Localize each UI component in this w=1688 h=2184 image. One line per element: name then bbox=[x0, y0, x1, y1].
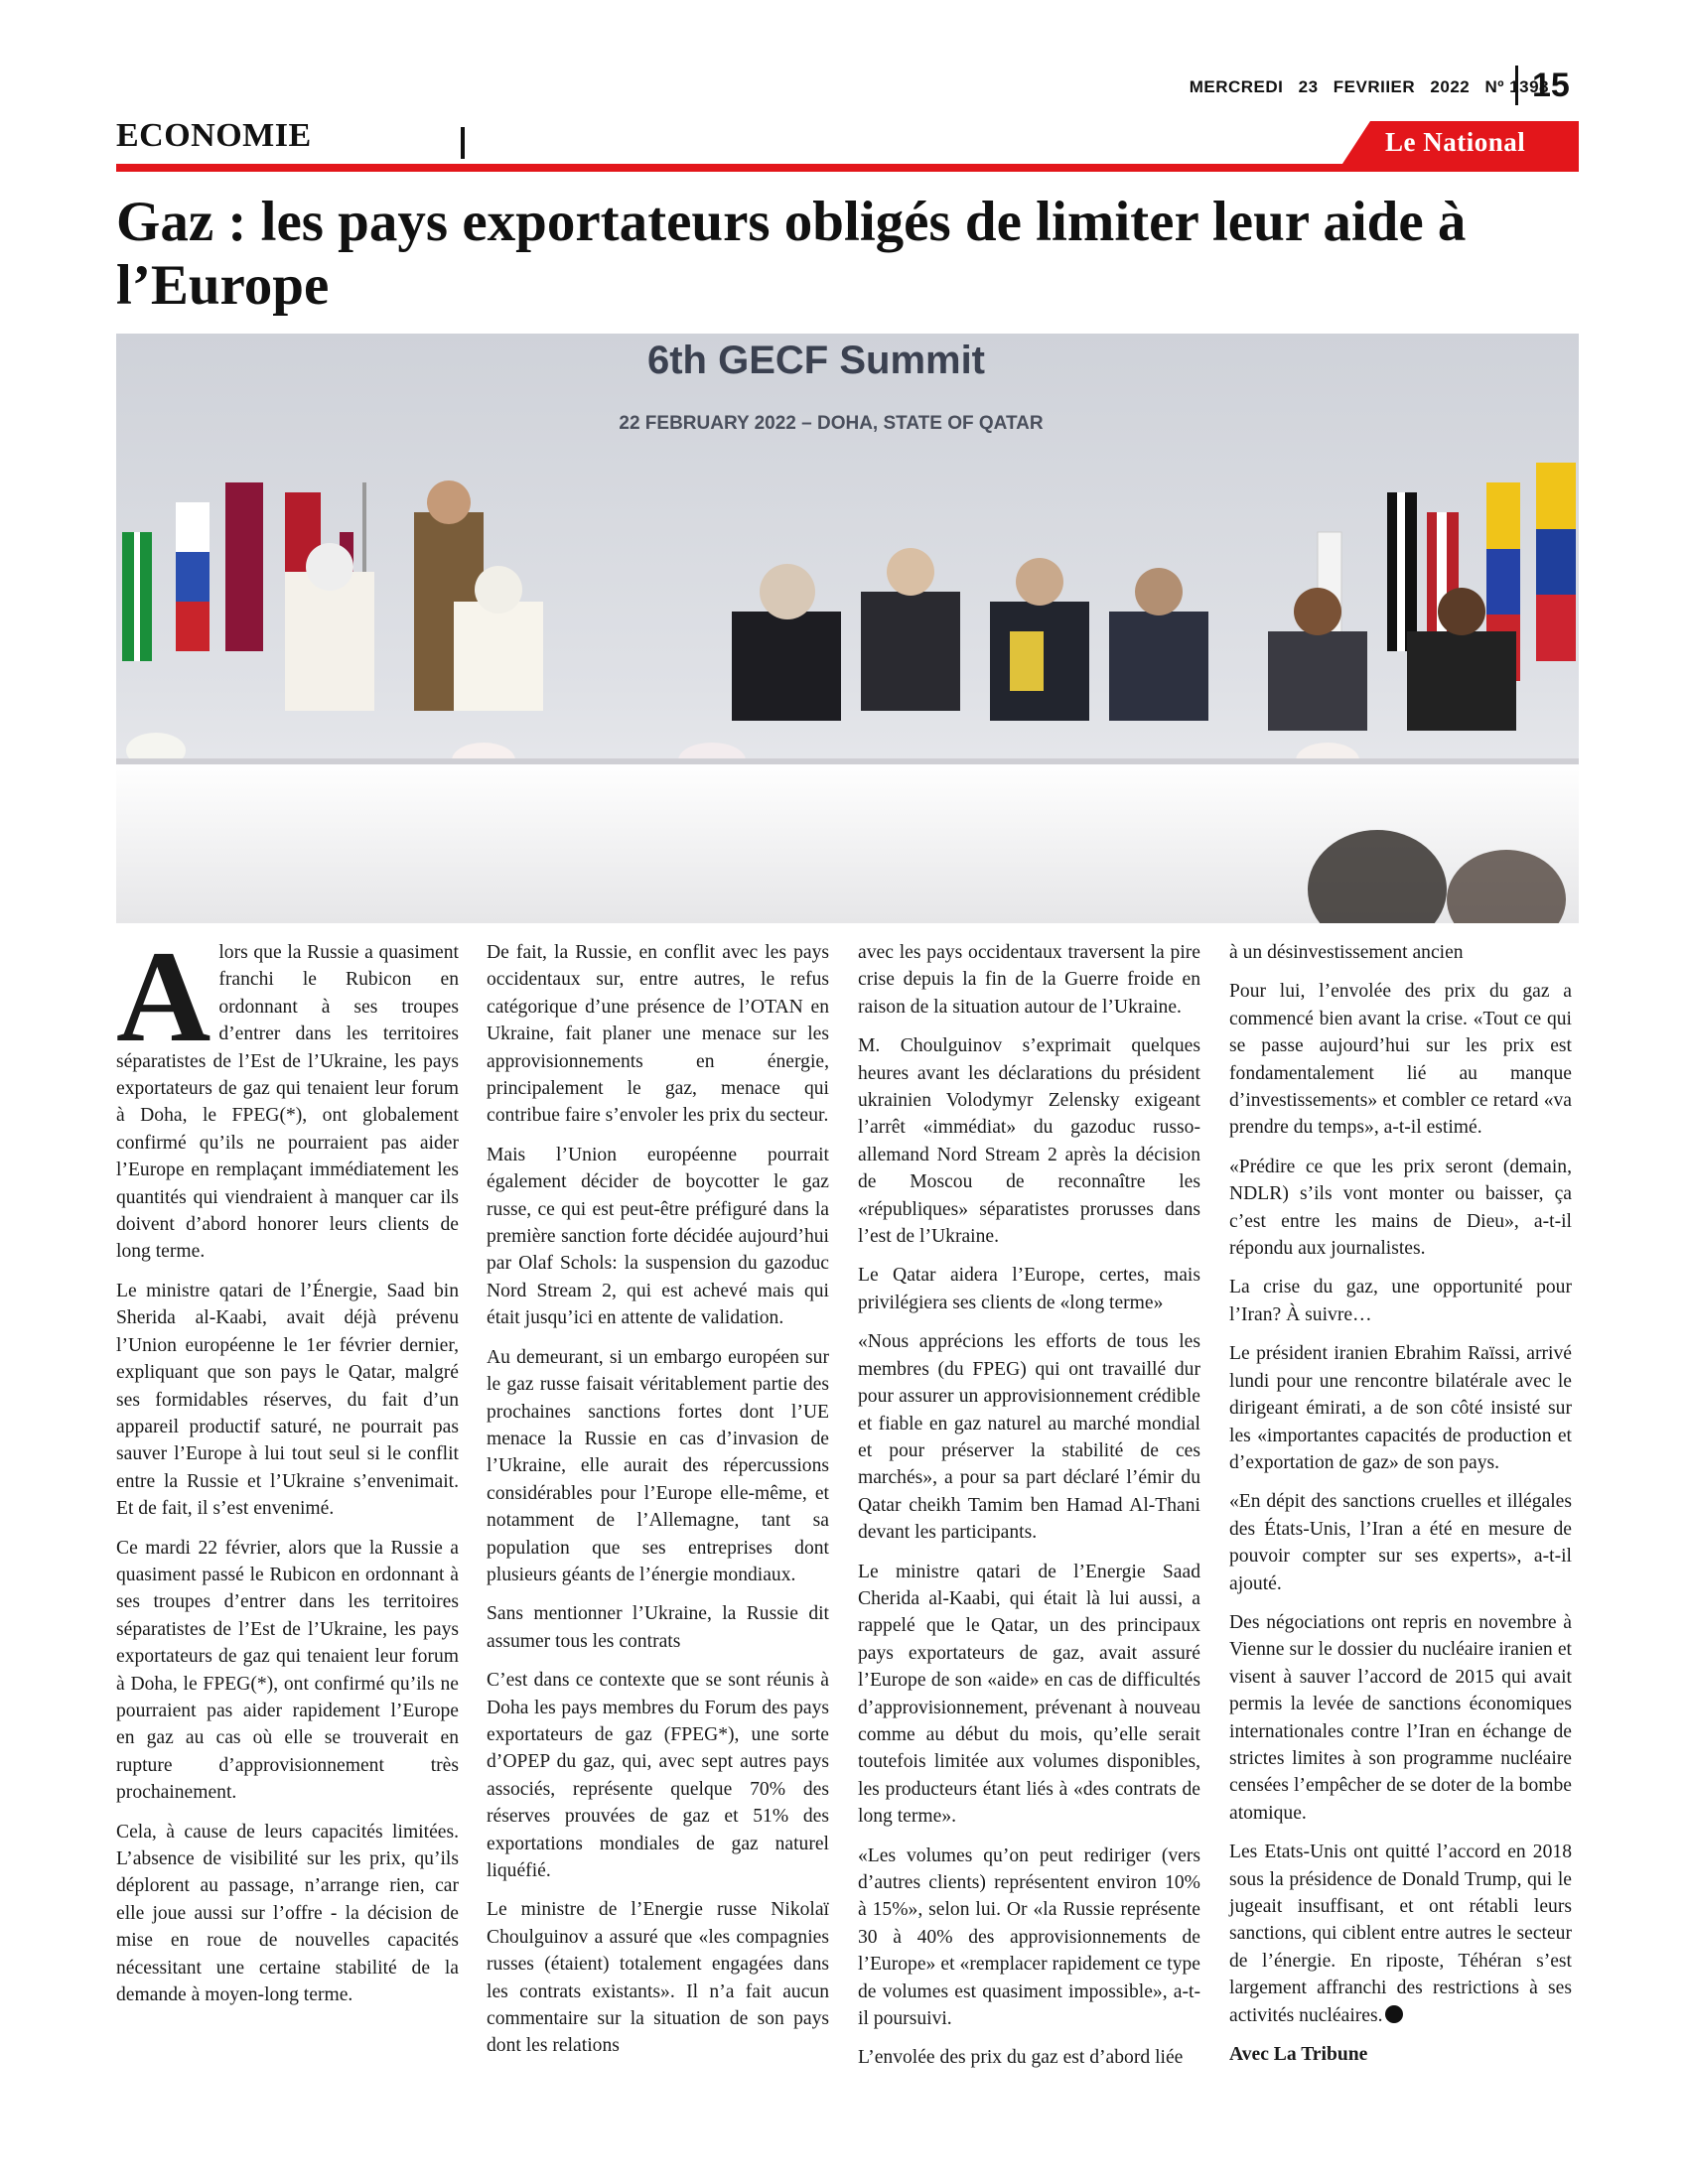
section-divider bbox=[461, 127, 465, 159]
article-paragraph: Le ministre qatari de l’Energie Saad Cherida al-Kaabi, qui était là lui aussi, a rappelé que le Qatar, un des principaux pays exportateurs de gaz, avait assuré l’Europe de son «aide» en cas de difficultés d’approvisionnement, prévenant à nouveau comme au début du mois, qu’elle serait toutefois limitée aux volumes disponibles, les producteurs étant liés à «des contrats de long terme». bbox=[858, 1561, 1200, 1828]
article-paragraph: Alors que la Russie a quasiment franchi le Rubicon en ordonnant à ses troupes d’entrer dans les territoires séparatistes de l’Est de l’Ukraine, les pays exportateurs de gaz qui tenaient leur forum à Doha, le FPEG(*), ont globalement confirmé qu’ils ne pourraient pas aider l’Europe en remplaçant immédiatement les quantités qui viendraient à manquer car ils doivent d’abord honorer leurs clients de long terme. bbox=[116, 923, 459, 1263]
issue-info bbox=[1180, 77, 1549, 97]
article-paragraph: M. Choulguinov s’exprimait quelques heures avant les déclarations du président ukrainien Volodymyr Zelensky exigeant l’arrêt «immédiat» du gazoduc russo-allemand Nord Stream 2 après la décision de Moscou de reconnaître les «républiques» séparatistes prorusses dans l’est de l’Ukraine. bbox=[858, 1035, 1200, 1248]
article-paragraph: Au demeurant, si un embargo européen sur le gaz russe faisait véritablement partie des prochaines sanctions fortes dont l’UE menace la Russie en cas d’invasion de l’Ukraine, elle aurait des répercussions considérables pour l’Europe elle-même, et notamment de l’Allemagne, tant sa population que ses entreprises dont plusieurs géants de l’énergie mondiaux. bbox=[487, 1346, 829, 1585]
article-paragraph: C’est dans ce contexte que se sont réunis à Doha les pays membres du Forum des pays exportateurs de gaz (FPEG*), une sorte d’OPEP du gaz, qui, avec sept autres pays associés, représente quelque 70% des réserves prouvées de gaz et 51% des exportations mondiales de gaz naturel liquéfié. bbox=[487, 1670, 829, 1881]
issue-date-num: 23 bbox=[1298, 77, 1319, 96]
page-number: 15 bbox=[1515, 66, 1570, 105]
article-paragraph: Pour lui, l’envolée des prix du gaz a commencé bien avant la crise. «Tout ce qui se passe aujourd’hui sur les prix est fondamentalement lié au manque d’investissements» et combler ce retard «va prendre du temps», a-t-il estimé. bbox=[1229, 981, 1572, 1139]
banner-subtitle: 22 FEBRUARY 2022 – DOHA, STATE OF QATAR bbox=[619, 413, 1044, 434]
banner-title: 6th GECF Summit bbox=[646, 339, 986, 382]
end-of-article-icon bbox=[1385, 2005, 1403, 2023]
article-paragraph: Mais l’Union européenne pourrait également décider de boycotter le gaz russe, ce qui est peut-être préfiguré dans la première sanction forte décidée aujourd’hui par Olaf Schols: la suspension du gazoduc Nord Stream 2, qui est achevé mais qui était jusqu’ici en attente de validation. bbox=[487, 1144, 829, 1329]
article-paragraph: «Nous apprécions les efforts de tous les membres (du FPEG) qui ont travaillé dur pour assurer un approvisionnement crédible et fiable en gaz naturel au marché mondial et pour préserver la stabilité de ces marchés», a pour sa part déclaré l’émir du Qatar cheikh Tamim ben Hamad Al-Thani devant les participants. bbox=[858, 1331, 1200, 1544]
article-subheading: Sans mentionner l’Ukraine, la Russie dit assumer tous les contrats bbox=[487, 1603, 829, 1652]
article-paragraph: Le président iranien Ebrahim Raïssi, arrivé lundi pour une rencontre bilatérale avec le dirigeant émirati, a de son côté insisté sur les «importantes capacités de production et d’exportation de gaz» de son pays. bbox=[1229, 1343, 1572, 1473]
article-paragraph: Le ministre de l’Energie russe Nikolaï Choulguinov a assuré que «les compagnies russes (étaient) totalement engagées dans les contrats existants». Il n’a fait aucun commentaire sur la situation de son pays dont les relations bbox=[487, 1899, 829, 2057]
article-subheading: La crise du gaz, une opportunité pour l’Iran? À suivre… bbox=[1229, 1277, 1572, 1325]
article-paragraph: «Les volumes qu’on peut rediriger (vers d’autres clients) représentent environ 10% à 15%», selon lui. Or «la Russie représente 30 à 40% des approvisionnements de l’Europe» et «remplacer rapidement ce type de volumes est quasiment impossible», a-t-il poursuivi. bbox=[858, 1844, 1200, 2030]
article-paragraph: Les Etats-Unis ont quitté l’accord en 2018 sous la présidence de Donald Trump, qui le jugeait insuffisant, et ont rétabli leurs sanctions, qui ciblent entre autres le secteur de l’énergie. En riposte, Téhéran s’est largement affranchi des restrictions à ses activités nucléaires. bbox=[1229, 1842, 1572, 2026]
article-paragraph: «Prédire ce que les prix seront (demain, NDLR) s’ils vont monter ou baisser, ça c’est entre les mains de Dieu», a-t-il répondu aux journalistes. bbox=[1229, 1156, 1572, 1260]
article-headline: Gaz : les pays exportateurs obligés de limiter leur aide à l’Europe bbox=[116, 191, 1467, 317]
article-subheading: à un désinvestissement ancien bbox=[1229, 942, 1464, 963]
section-title: ECONOMIE bbox=[116, 117, 312, 154]
article-column-1 bbox=[116, 923, 459, 2020]
article-subheading: Le Qatar aidera l’Europe, certes, mais privilégiera ses clients de «long terme» bbox=[858, 1265, 1200, 1313]
article-source: Avec La Tribune bbox=[1229, 2044, 1368, 2066]
article-paragraph: avec les pays occidentaux traversent la pire crise depuis la fin de la Guerre froide en raison de la situation autour de l’Ukraine. bbox=[858, 942, 1200, 1018]
issue-month: FEVRIIER bbox=[1333, 77, 1416, 96]
issue-day: MERCREDI bbox=[1189, 77, 1284, 96]
article-column-2 bbox=[487, 939, 829, 2072]
article-paragraph: Le ministre qatari de l’Énergie, Saad bin Sherida al-Kaabi, avait déjà prévenu l’Union européenne le 1er février dernier, expliquant que son pays le Qatar, malgré ses formidables réserves, du fait d’un appareil productif saturé, ne pourrait pas sauver l’Europe à lui tout seul si le conflit entre la Russie et l’Ukraine s’envenimait. Et de fait, il s’est envenimé. bbox=[116, 1280, 459, 1520]
article-paragraph: Ce mardi 22 février, alors que la Russie a quasiment passé le Rubicon en ordonnant à ses troupes d’entrer dans les territoires séparatistes de l’Est de l’Ukraine, les pays exportateurs de gaz qui tenaient leur forum à Doha, le FPEG(*), ont confirmé qu’ils ne pourraient pas aider rapidement l’Europe en gaz au cas où elle se trouverait en rupture d’approvisionnement très prochainement. bbox=[116, 1537, 459, 1804]
drop-cap: A bbox=[116, 923, 211, 1069]
article-paragraph: De fait, la Russie, en conflit avec les pays occidentaux sur, entre autres, le refus catégorique d’une présence de l’OTAN en Ukraine, fait planer une menace sur les approvisionnements en énergie, principalement le gaz, menace qui contribue faire s’envoler les prix du secteur. bbox=[487, 942, 829, 1127]
article-paragraph: Des négociations ont repris en novembre à Vienne sur le dossier du nucléaire iranien et visent à sauver l’accord de 2015 qui avait permis la levée de sanctions économiques internationales contre l’Iran en échange de strictes limites à son programme nucléaire censées l’empêcher de se doter de la bombe atomique. bbox=[1229, 1611, 1572, 1824]
article-photo bbox=[116, 334, 1579, 923]
article-paragraph: Cela, à cause de leurs capacités limitées. L’absence de visibilité sur les prix, qu’ils déplorent au passage, n’arrange rien, car elle joue aussi sur l’offre - la décision de mise en roue de nouvelles capacités nécessitant une certaine stabilité de la demande à moyen-long terme. bbox=[116, 1821, 459, 2006]
article-column-3 bbox=[858, 939, 1200, 2084]
article-paragraph: «En dépit des sanctions cruelles et illégales des États-Unis, l’Iran a été en mesure de pouvoir compter sur ses experts», a-t-il ajouté. bbox=[1229, 1491, 1572, 1594]
issue-year: 2022 bbox=[1430, 77, 1471, 96]
issue-number: Nº 1398 bbox=[1484, 77, 1549, 96]
article-column-4 bbox=[1229, 939, 1572, 2080]
article-subheading: L’envolée des prix du gaz est d’abord liée bbox=[858, 2047, 1184, 2069]
header-rule bbox=[116, 164, 1579, 172]
brand-name: Le National bbox=[1385, 127, 1526, 157]
